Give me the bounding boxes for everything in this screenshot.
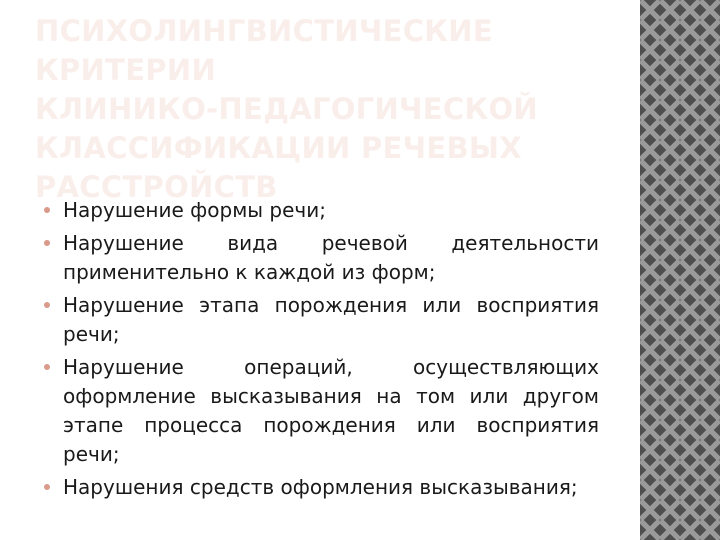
title-line: КЛАССИФИКАЦИИ РЕЧЕВЫХ <box>35 131 522 165</box>
slide-title <box>35 12 605 207</box>
bullet-item <box>42 196 599 225</box>
bullet-item <box>42 291 599 349</box>
bullet-icon <box>44 302 50 308</box>
bullet-icon <box>44 364 50 370</box>
bullet-icon <box>44 484 50 490</box>
bullet-text: Нарушение формы речи; <box>63 198 326 222</box>
title-line: КЛИНИКО-ПЕДАГОГИЧЕСКОЙ <box>35 92 538 126</box>
bullet-icon <box>44 240 50 246</box>
bullet-list <box>42 196 599 506</box>
title-line: РАССТРОЙСТВ <box>35 170 278 204</box>
bullet-text: Нарушение вида речевой деятельности применительно к каждой из форм; <box>63 231 599 284</box>
title-line: КРИТЕРИИ <box>35 53 217 87</box>
bullet-item <box>42 473 599 502</box>
title-line: ПСИХОЛИНГВИСТИЧЕСКИЕ <box>35 14 493 48</box>
bullet-item <box>42 229 599 287</box>
bullet-text: Нарушение операций, осуществляющих оформление высказывания на том или другом этапе процесса порождения или восприятия речи; <box>63 355 599 466</box>
bullet-icon <box>44 207 50 213</box>
bullet-item <box>42 353 599 469</box>
decorative-diamond-pattern-panel <box>640 0 720 540</box>
bullet-text: Нарушение этапа порождения или восприятия речи; <box>63 293 599 346</box>
bullet-text: Нарушения средств оформления высказывания; <box>63 475 578 499</box>
